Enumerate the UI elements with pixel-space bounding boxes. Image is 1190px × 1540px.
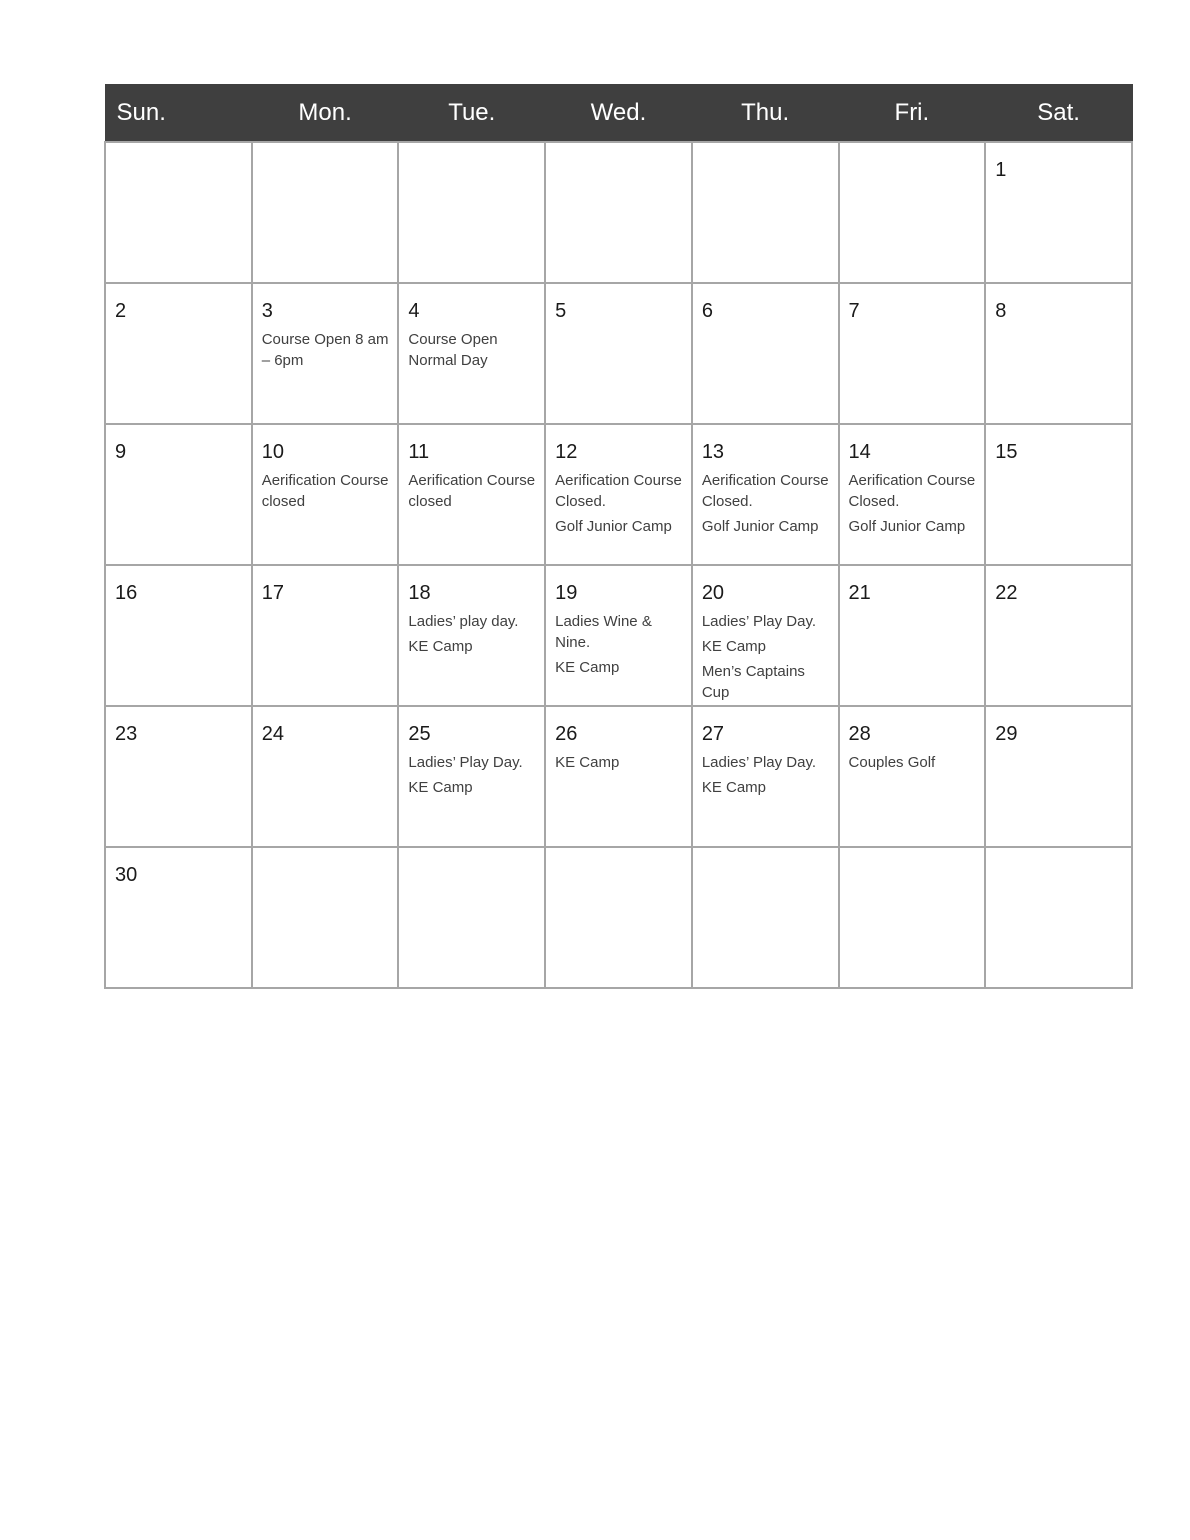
day-cell xyxy=(692,142,839,283)
event-label: Course Open Normal Day xyxy=(408,331,498,369)
event-label: Men’s Captains Cup xyxy=(701,663,805,701)
event-label: Ladies Wine & Nine. xyxy=(555,613,652,651)
week-row xyxy=(105,283,1132,424)
week-row xyxy=(105,424,1132,565)
day-cell xyxy=(105,565,252,706)
day-cell xyxy=(398,565,545,706)
event-label: Golf Junior Camp xyxy=(555,518,672,535)
day-number: 26 xyxy=(555,723,578,745)
weekday-header-row xyxy=(105,85,1132,143)
day-cell xyxy=(252,424,399,565)
day-cell xyxy=(105,847,252,988)
day-number: 25 xyxy=(408,723,431,745)
day-number: 4 xyxy=(408,300,420,322)
day-number: 6 xyxy=(701,300,713,322)
day-number: 23 xyxy=(115,723,138,745)
week-row xyxy=(105,706,1132,847)
calendar-body xyxy=(105,142,1132,988)
day-cell xyxy=(398,283,545,424)
day-cell xyxy=(398,706,545,847)
day-number: 29 xyxy=(995,723,1018,745)
event-label: Course Open 8 am – 6pm xyxy=(261,331,389,369)
event-label: Aerification Course Closed. xyxy=(555,472,682,510)
day-number: 22 xyxy=(995,582,1018,604)
event-label: Aerification Course closed xyxy=(408,472,536,510)
week-row xyxy=(105,847,1132,988)
day-number: 24 xyxy=(261,723,284,745)
day-cell xyxy=(985,424,1132,565)
day-cell xyxy=(252,283,399,424)
day-cell xyxy=(692,565,839,706)
day-cell xyxy=(545,565,692,706)
weekday-header: Mon. xyxy=(252,85,399,143)
event-label: KE Camp xyxy=(555,659,620,676)
day-cell xyxy=(692,283,839,424)
day-cell xyxy=(252,565,399,706)
day-cell xyxy=(105,706,252,847)
day-cell xyxy=(985,142,1132,283)
day-cell xyxy=(545,142,692,283)
day-cell xyxy=(839,847,986,988)
weekday-header: Wed. xyxy=(545,85,692,143)
day-number: 11 xyxy=(408,441,430,463)
event-label: KE Camp xyxy=(408,638,473,655)
day-number: 10 xyxy=(261,441,284,463)
day-cell xyxy=(252,847,399,988)
event-label: KE Camp xyxy=(701,779,767,796)
day-cell xyxy=(398,847,545,988)
weekday-header: Sat. xyxy=(985,85,1132,143)
day-number: 1 xyxy=(995,159,1007,181)
day-number: 15 xyxy=(995,441,1018,463)
event-label: Golf Junior Camp xyxy=(701,518,819,535)
day-number: 16 xyxy=(115,582,138,604)
day-number: 12 xyxy=(555,441,578,463)
event-label: Ladies’ Play Day. xyxy=(701,613,817,630)
day-number: 5 xyxy=(555,300,567,322)
day-cell xyxy=(105,283,252,424)
day-number: 8 xyxy=(995,300,1007,322)
day-number: 3 xyxy=(261,300,273,322)
event-label: KE Camp xyxy=(408,779,473,796)
day-number: 27 xyxy=(701,723,725,745)
weekday-header: Thu. xyxy=(692,85,839,143)
day-cell xyxy=(839,142,986,283)
day-number: 21 xyxy=(848,582,871,604)
day-cell xyxy=(839,706,986,847)
week-row xyxy=(105,142,1132,283)
day-number: 28 xyxy=(848,723,871,745)
day-cell xyxy=(692,424,839,565)
day-cell xyxy=(839,565,986,706)
day-number: 9 xyxy=(115,441,127,463)
day-cell xyxy=(692,706,839,847)
event-label: Aerification Course Closed. xyxy=(848,472,976,510)
event-label: Golf Junior Camp xyxy=(848,518,966,535)
day-cell xyxy=(545,283,692,424)
day-number: 14 xyxy=(848,441,871,463)
day-cell xyxy=(252,706,399,847)
day-cell xyxy=(398,424,545,565)
week-row xyxy=(105,565,1132,706)
calendar-grid xyxy=(104,84,1133,989)
day-cell xyxy=(985,565,1132,706)
day-number: 30 xyxy=(115,864,138,886)
event-label: KE Camp xyxy=(701,638,767,655)
day-cell xyxy=(545,706,692,847)
day-cell xyxy=(545,847,692,988)
event-label: KE Camp xyxy=(555,754,620,771)
day-cell xyxy=(985,847,1132,988)
day-number: 2 xyxy=(115,300,127,322)
weekday-header: Tue. xyxy=(398,85,545,143)
day-cell xyxy=(985,706,1132,847)
day-number: 18 xyxy=(408,582,431,604)
day-cell xyxy=(252,142,399,283)
day-cell xyxy=(839,283,986,424)
event-label: Ladies’ Play Day. xyxy=(701,754,817,771)
day-cell xyxy=(105,424,252,565)
day-number: 13 xyxy=(701,441,725,463)
day-number: 17 xyxy=(261,582,284,604)
day-number: 19 xyxy=(555,582,578,604)
day-cell xyxy=(545,424,692,565)
day-number: 20 xyxy=(701,582,725,604)
day-number: 7 xyxy=(848,300,860,322)
day-cell xyxy=(839,424,986,565)
event-label: Aerification Course Closed. xyxy=(701,472,829,510)
event-label: Ladies’ play day. xyxy=(408,613,519,630)
event-label: Couples Golf xyxy=(848,754,936,771)
event-label: Ladies’ Play Day. xyxy=(408,754,523,771)
day-cell xyxy=(105,142,252,283)
day-cell xyxy=(692,847,839,988)
day-cell xyxy=(985,283,1132,424)
weekday-header: Sun. xyxy=(105,85,252,143)
event-label: Aerification Course closed xyxy=(261,472,389,510)
day-cell xyxy=(398,142,545,283)
weekday-header: Fri. xyxy=(839,85,986,143)
